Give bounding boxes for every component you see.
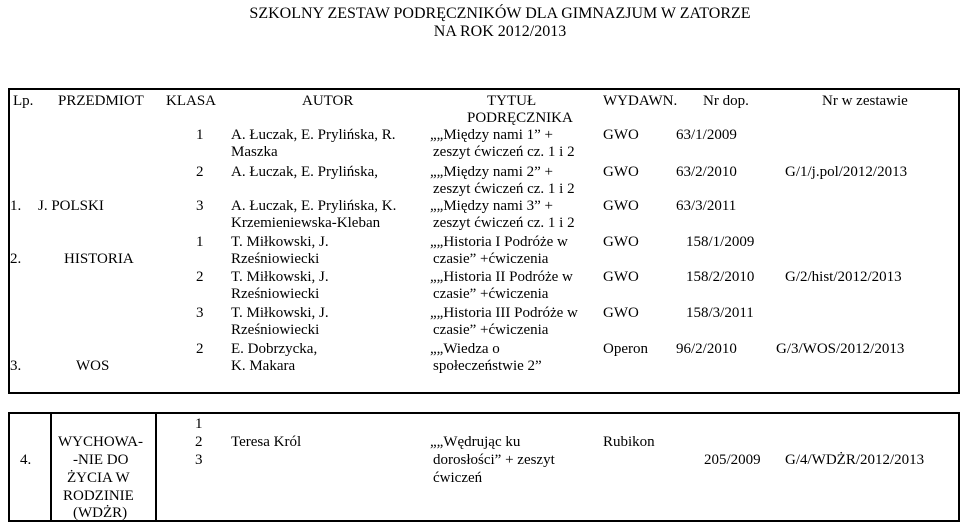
row-nr: 63/2/2010 xyxy=(676,164,737,180)
row-autor: T. Miłkowski, J. xyxy=(231,234,329,250)
subject-lp: 3. xyxy=(10,358,22,374)
row-autor: E. Dobrzycka, xyxy=(231,341,318,357)
row-autor-line2: Maszka xyxy=(231,144,278,160)
row-autor-line2: Rześniowiecki xyxy=(231,322,320,338)
row-tytul-line2: zeszyt ćwiczeń cz. 1 i 2 xyxy=(433,144,575,160)
row-tytul-line2: zeszyt ćwiczeń cz. 1 i 2 xyxy=(433,181,575,197)
row-autor: A. Łuczak, E. Prylińska, K. xyxy=(231,198,397,214)
row-nr: 96/2/2010 xyxy=(676,341,737,357)
row-klasa: 1 xyxy=(196,127,204,143)
wdzr-autor: Teresa Król xyxy=(231,434,302,450)
header-nr-dop: Nr dop. xyxy=(703,93,749,109)
row-tytul: „„Między nami 1” + xyxy=(430,127,553,143)
header-tytul: TYTUŁ xyxy=(487,93,537,109)
row-klasa: 2 xyxy=(196,164,204,180)
wdzr-zestaw: G/4/WDŻR/2012/2013 xyxy=(785,452,925,468)
row-nr: 158/1/2009 xyxy=(686,234,755,250)
subject-lp: 2. xyxy=(10,251,22,267)
wdzr-nr: 205/2009 xyxy=(704,452,761,468)
row-tytul: „„Między nami 3” + xyxy=(430,198,553,214)
header-wydawn: WYDAWN. xyxy=(603,93,678,109)
row-tytul-line2: czasie” +ćwiczenia xyxy=(433,322,549,338)
row-wydawn: GWO xyxy=(603,234,639,250)
header-klasa: KLASA xyxy=(166,93,217,109)
row-tytul-line2: społeczeństwie 2” xyxy=(433,358,542,374)
wdzr-tytul-line2: dorosłości” + zeszyt xyxy=(433,452,555,468)
row-autor-line2: Krzemieniewska-Kleban xyxy=(231,215,381,231)
row-nr: 158/3/2011 xyxy=(686,305,754,321)
row-autor-line2: Rześniowiecki xyxy=(231,251,320,267)
row-nr: 63/3/2011 xyxy=(676,198,737,214)
subject-name: WOS xyxy=(76,358,110,374)
subject-name: J. POLSKI xyxy=(38,198,104,214)
header-nr-zestaw: Nr w zestawie xyxy=(822,93,908,109)
document-title-line2: NA ROK 2012/2013 xyxy=(433,23,567,40)
wdzr-wydawn: Rubikon xyxy=(603,434,655,450)
document-title-line1: SZKOLNY ZESTAW PODRĘCZNIKÓW DLA GIMNAZJUM W ZATORZE xyxy=(249,5,751,22)
subject-name: HISTORIA xyxy=(64,251,134,267)
wdzr-klasa: 2 xyxy=(195,434,203,450)
wdzr-subject-name: WYCHOWA- xyxy=(58,434,143,450)
row-nr: 63/1/2009 xyxy=(676,127,737,143)
wdzr-subject-name-line4: RODZINIE xyxy=(63,488,134,504)
header-autor: AUTOR xyxy=(302,93,354,109)
subject-zestaw: G/2/hist/2012/2013 xyxy=(785,269,902,285)
row-klasa: 2 xyxy=(196,269,204,285)
row-autor-line2: K. Makara xyxy=(231,358,296,374)
row-autor: A. Łuczak, E. Prylińska, R. xyxy=(231,127,396,143)
row-tytul: „„Historia I Podróże w xyxy=(430,234,568,250)
subject-lp: 1. xyxy=(10,198,22,214)
row-autor: A. Łuczak, E. Prylińska, xyxy=(231,164,379,180)
row-wydawn: GWO xyxy=(603,305,639,321)
wdzr-klasa: 1 xyxy=(195,416,203,432)
row-klasa: 3 xyxy=(196,198,204,214)
wdzr-lp: 4. xyxy=(20,452,32,468)
wdzr-tytul-line3: ćwiczeń xyxy=(433,470,483,486)
row-wydawn: GWO xyxy=(603,127,639,143)
row-wydawn: Operon xyxy=(603,341,648,357)
row-klasa: 3 xyxy=(196,305,204,321)
row-klasa: 1 xyxy=(196,234,204,250)
row-tytul: „„Historia II Podróże w xyxy=(430,269,573,285)
row-klasa: 2 xyxy=(196,341,204,357)
row-autor: T. Miłkowski, J. xyxy=(231,269,329,285)
row-tytul-line2: zeszyt ćwiczeń cz. 1 i 2 xyxy=(433,215,575,231)
row-tytul: „„Wiedza o xyxy=(430,341,500,357)
header-tytul-line2: PODRĘCZNIKA xyxy=(467,110,573,126)
header-przedmiot: PRZEDMIOT xyxy=(58,93,144,109)
row-tytul-line2: czasie” +ćwiczenia xyxy=(433,286,549,302)
row-wydawn: GWO xyxy=(603,164,639,180)
row-tytul-line2: czasie” +ćwiczenia xyxy=(433,251,549,267)
row-wydawn: GWO xyxy=(603,269,639,285)
wdzr-subject-name-line3: ŻYCIA W xyxy=(67,470,130,486)
subject-zestaw: G/3/WOS/2012/2013 xyxy=(776,341,905,357)
wdzr-subject-name-line5: (WDŻR) xyxy=(73,505,128,521)
row-wydawn: GWO xyxy=(603,198,639,214)
row-autor-line2: Rześniowiecki xyxy=(231,286,320,302)
wdzr-klasa: 3 xyxy=(195,452,203,468)
header-lp: Lp. xyxy=(13,93,34,109)
subject-zestaw: G/1/j.pol/2012/2013 xyxy=(785,164,908,180)
wdzr-subject-name-line2: -NIE DO xyxy=(73,452,129,468)
row-tytul: „„Między nami 2” + xyxy=(430,164,553,180)
row-nr: 158/2/2010 xyxy=(686,269,755,285)
wdzr-tytul: „„Wędrując ku xyxy=(430,434,521,450)
row-autor: T. Miłkowski, J. xyxy=(231,305,329,321)
row-tytul: „„Historia III Podróże w xyxy=(430,305,578,321)
